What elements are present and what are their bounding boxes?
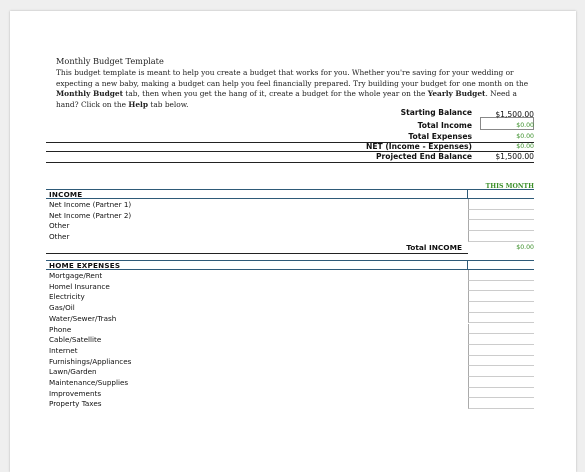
table-row: [46, 345, 534, 356]
summary-rule-bottom: [46, 162, 534, 163]
row-label: Homel Insurance: [49, 281, 110, 291]
table-row: [46, 231, 534, 242]
table-row: [46, 398, 534, 409]
row-label: Lawn/Garden: [49, 367, 97, 377]
row-label: Net Income (Partner 1): [49, 200, 132, 209]
amount-cell[interactable]: [468, 377, 534, 388]
starting-balance-label: Starting Balance: [400, 108, 472, 117]
total-income-rule: [46, 253, 468, 254]
income-section-header: [46, 189, 534, 199]
income-header-divider: [467, 190, 468, 198]
net-value: $0.00: [516, 143, 534, 150]
table-row: [46, 334, 534, 345]
table-row: [46, 356, 534, 367]
amount-cell[interactable]: [468, 366, 534, 377]
home-expenses-section-header: [46, 260, 534, 270]
table-row: [46, 302, 534, 313]
intro-bold-monthly: Monthly Budget: [56, 89, 124, 99]
amount-cell[interactable]: [468, 356, 534, 367]
row-label: Mortgage/Rent: [49, 271, 103, 280]
row-label: Furnishings/Appliances: [49, 356, 132, 366]
amount-cell[interactable]: [468, 270, 534, 281]
projected-end-balance-value: $1,500.00: [495, 152, 534, 161]
row-label: Gas/Oil: [49, 303, 75, 313]
table-row: [46, 377, 534, 388]
row-label: Maintenance/Supplies: [49, 378, 129, 387]
amount-cell[interactable]: [468, 302, 534, 313]
document-page: [10, 11, 576, 472]
this-month-column-header: THIS MONTH: [485, 183, 534, 190]
table-row: [46, 324, 534, 335]
intro-text-4: tab below.: [148, 99, 189, 109]
total-income-row-value: $0.00: [516, 244, 534, 251]
amount-cell[interactable]: [468, 324, 534, 335]
row-label: Improvements: [49, 388, 102, 398]
row-label: Other: [49, 221, 70, 231]
row-label: Other: [49, 232, 70, 242]
total-income-row-label: Total INCOME: [406, 243, 462, 252]
table-row: [46, 199, 534, 210]
amount-cell[interactable]: [468, 231, 534, 242]
table-row: [46, 210, 534, 221]
net-label: NET (Income - Expenses): [365, 142, 472, 151]
document-title: Monthly Budget Template: [56, 56, 164, 66]
intro-bold-yearly: Yearly Budget: [427, 89, 486, 99]
amount-cell[interactable]: [468, 220, 534, 231]
amount-cell[interactable]: [468, 388, 534, 399]
total-expenses-value: $0.00: [516, 133, 534, 140]
row-label: Cable/Satellite: [49, 335, 102, 345]
row-label: Property Taxes: [49, 399, 102, 409]
home-expenses-header-label: HOME EXPENSES: [49, 261, 121, 270]
total-income-summary-label: Total Income: [417, 121, 472, 130]
intro-paragraph: [56, 68, 536, 110]
table-row: [46, 270, 534, 281]
table-row: [46, 220, 534, 231]
amount-cell[interactable]: [468, 281, 534, 292]
total-income-summary-value: $0.00: [516, 122, 534, 129]
row-label: Water/Sewer/Trash: [49, 313, 117, 323]
intro-text-1: This budget template is meant to help you create a budget that works for you. Whether you're saving for your wedding or expecting a new baby, making a budget can help you feel financially prepared. Try building your budget for one month on the: [56, 68, 529, 88]
intro-bold-help: Help: [128, 99, 149, 109]
table-row: [46, 313, 534, 324]
row-label: Internet: [49, 345, 78, 355]
amount-cell[interactable]: [468, 313, 534, 324]
intro-text-2: tab, then when you get the hang of it, create a budget for the whole year on the: [123, 89, 428, 99]
amount-cell[interactable]: [468, 210, 534, 221]
projected-end-balance-label: Projected End Balance: [375, 152, 472, 161]
row-label: Net Income (Partner 2): [49, 210, 132, 220]
amount-cell[interactable]: [468, 398, 534, 409]
income-header-label: INCOME: [49, 190, 83, 199]
row-label: Phone: [49, 324, 72, 334]
intro-text-3: . Need a hand? Click on the: [56, 89, 517, 109]
amount-cell[interactable]: [468, 291, 534, 302]
table-row: [46, 291, 534, 302]
row-label: Electricity: [49, 292, 85, 302]
starting-balance-value: $1,500.00: [495, 110, 534, 119]
amount-cell[interactable]: [468, 334, 534, 345]
home-expenses-header-divider: [467, 261, 468, 269]
amount-cell[interactable]: [468, 199, 534, 210]
table-row: [46, 366, 534, 377]
table-row: [46, 281, 534, 292]
table-row: [46, 388, 534, 399]
total-expenses-label: Total Expenses: [408, 132, 472, 141]
amount-cell[interactable]: [468, 345, 534, 356]
